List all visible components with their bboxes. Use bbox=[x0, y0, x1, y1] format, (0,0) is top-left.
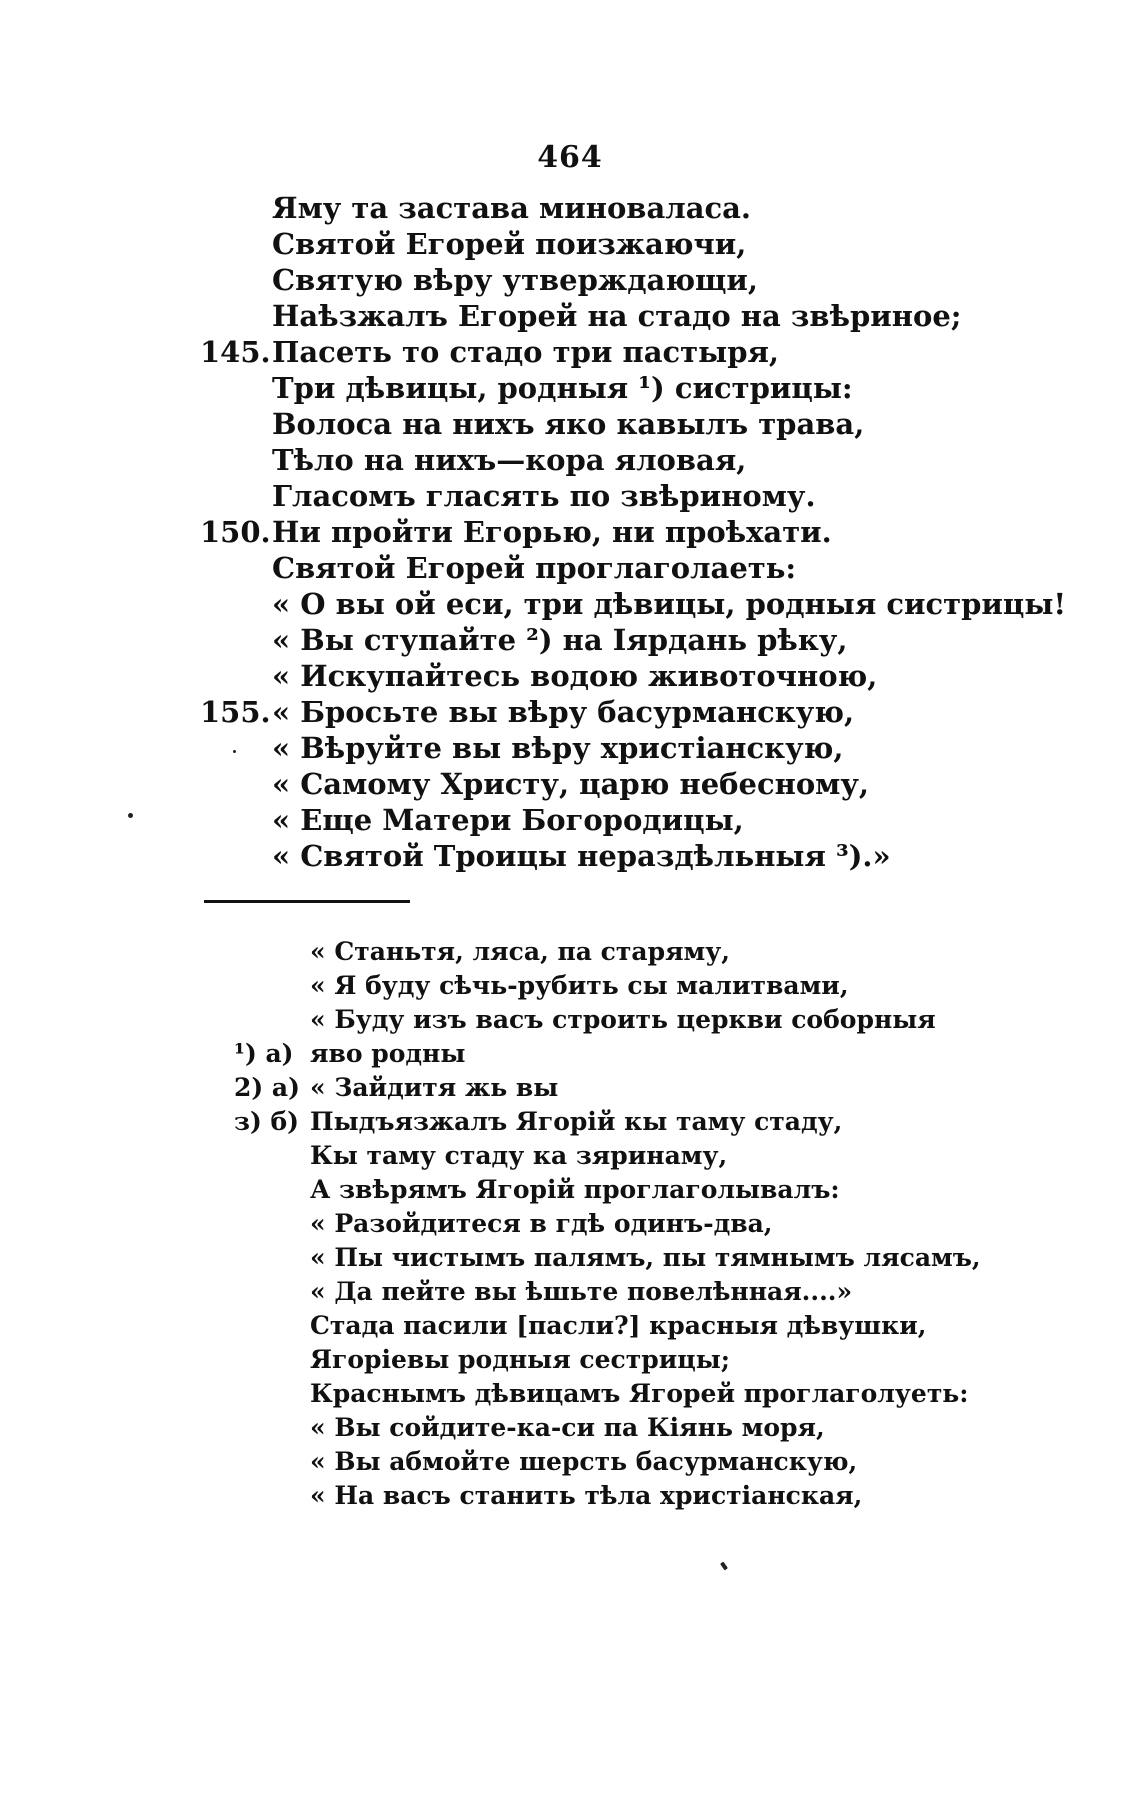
verse-text: Святой Егорей проглаголаеть: bbox=[272, 551, 797, 585]
footnote-text: « Вы абмойте шерсть басурманскую, bbox=[310, 1447, 858, 1476]
footnote-marker: ¹) а) bbox=[234, 1039, 294, 1068]
footnote-text: « Я буду сѣчь-рубить сы малитвами, bbox=[310, 971, 849, 1000]
verse-line bbox=[0, 478, 1140, 514]
verse-text: « Вѣруйте вы вѣру христіанскую, bbox=[272, 731, 844, 765]
footnote-marker: з) б) bbox=[234, 1107, 299, 1136]
verse-text: Тѣло на нихъ—кора яловая, bbox=[272, 443, 747, 477]
line-number: 150. bbox=[200, 515, 271, 549]
footnote-line bbox=[0, 1377, 1140, 1411]
verse-text: « Святой Троицы нераздѣльныя ³).» bbox=[272, 839, 891, 873]
verse-line bbox=[0, 766, 1140, 802]
footnote-text: « Станьтя, ляса, па старяму, bbox=[310, 937, 730, 966]
verse-text: Волоса на нихъ яко кавылъ трава, bbox=[272, 407, 865, 441]
footnote-line bbox=[0, 1037, 1140, 1071]
verse-line bbox=[0, 586, 1140, 622]
verse-text: Святой Егорей поизжаючи, bbox=[272, 227, 747, 261]
footnote-text: яво родны bbox=[310, 1039, 466, 1068]
verse-line bbox=[0, 226, 1140, 262]
footnote-marker: 2) а) bbox=[234, 1073, 300, 1102]
verse-line bbox=[0, 298, 1140, 334]
verse-text: Пасеть то стадо три пастыря, bbox=[272, 335, 779, 369]
verse-line bbox=[0, 442, 1140, 478]
footnote-text: « Вы сойдите-ка-си па Кіянь моря, bbox=[310, 1413, 825, 1442]
footnote-line bbox=[0, 935, 1140, 969]
footnote-text: « Да пейте вы ѣшьте повелѣнная....» bbox=[310, 1277, 853, 1306]
footnote-line bbox=[0, 1241, 1140, 1275]
verse-line bbox=[0, 514, 1140, 550]
footnote-text: А звѣрямъ Ягорій проглаголывалъ: bbox=[310, 1175, 840, 1204]
verse-line bbox=[0, 190, 1140, 226]
footnote-line bbox=[0, 1139, 1140, 1173]
footnote-text: Кы таму стаду ка зяринаму, bbox=[310, 1141, 728, 1170]
footnote-text: Пыдъязжалъ Ягорій кы таму стаду, bbox=[310, 1107, 843, 1136]
verse-line bbox=[0, 730, 1140, 766]
verse-line bbox=[0, 262, 1140, 298]
verse-text: Святую вѣру утверждающи, bbox=[272, 263, 759, 297]
footnote-text: « Разойдитеся в гдѣ одинъ-два, bbox=[310, 1209, 773, 1238]
footnote-line bbox=[0, 1071, 1140, 1105]
verse-text: Яму та застава миноваласа. bbox=[272, 191, 752, 225]
footnote-line bbox=[0, 969, 1140, 1003]
print-speck bbox=[128, 813, 133, 818]
verse-line bbox=[0, 838, 1140, 874]
verse-text: Три дѣвицы, родныя ¹) систрицы: bbox=[272, 371, 853, 405]
verse-line bbox=[0, 370, 1140, 406]
verse-line bbox=[0, 694, 1140, 730]
footnote-text: Стада пасили [пасли?] красныя дѣвушки, bbox=[310, 1311, 927, 1340]
footnote-line bbox=[0, 1479, 1140, 1513]
verse-line bbox=[0, 550, 1140, 586]
print-speck bbox=[720, 1562, 728, 1571]
footnote-line bbox=[0, 1207, 1140, 1241]
footnote-line bbox=[0, 1309, 1140, 1343]
footnote-text: « Зайдитя жь вы bbox=[310, 1073, 559, 1102]
verse-text: « Бросьте вы вѣру басурманскую, bbox=[272, 695, 855, 729]
page-number: 464 bbox=[537, 140, 603, 175]
verse-line bbox=[0, 334, 1140, 370]
footnote-line bbox=[0, 1343, 1140, 1377]
verse-text: Ни пройти Егорью, ни проѣхати. bbox=[272, 515, 832, 549]
verse-text: « Вы ступайте ²) на Іярдань рѣку, bbox=[272, 623, 848, 657]
verse-text: « Искупайтесь водою животочною, bbox=[272, 659, 878, 693]
footnote-text: « Пы чистымъ палямъ, пы тямнымъ лясамъ, bbox=[310, 1243, 981, 1272]
footnote-line bbox=[0, 1173, 1140, 1207]
footnote-line bbox=[0, 1003, 1140, 1037]
footnote-line bbox=[0, 1105, 1140, 1139]
verse-text: Гласомъ гласять по звѣриному. bbox=[272, 479, 816, 513]
verse-line bbox=[0, 622, 1140, 658]
print-speck bbox=[233, 750, 236, 753]
footnote-line bbox=[0, 1275, 1140, 1309]
line-number: 155. bbox=[200, 695, 271, 729]
verse-text: « О вы ой еси, три дѣвицы, родныя систрицы! bbox=[272, 587, 1067, 621]
verse-line bbox=[0, 406, 1140, 442]
footnote-divider bbox=[204, 900, 410, 903]
footnote-text: « Буду изъ васъ строить церкви соборныя bbox=[310, 1005, 936, 1034]
footnote-line bbox=[0, 1445, 1140, 1479]
verse-text: « Самому Христу, царю небесному, bbox=[272, 767, 870, 801]
verse-line bbox=[0, 802, 1140, 838]
footnote-text: Краснымъ дѣвицамъ Ягорей проглаголуеть: bbox=[310, 1379, 969, 1408]
footnote-text: Ягоріевы родныя сестрицы; bbox=[310, 1345, 731, 1374]
footnote-line bbox=[0, 1411, 1140, 1445]
verse-text: Наѣзжалъ Егорей на стадо на звѣриное; bbox=[272, 299, 962, 333]
verse-text: « Еще Матери Богородицы, bbox=[272, 803, 744, 837]
line-number: 145. bbox=[200, 335, 271, 369]
footnote-text: « На васъ станить тѣла христіанская, bbox=[310, 1481, 863, 1510]
verse-line bbox=[0, 658, 1140, 694]
